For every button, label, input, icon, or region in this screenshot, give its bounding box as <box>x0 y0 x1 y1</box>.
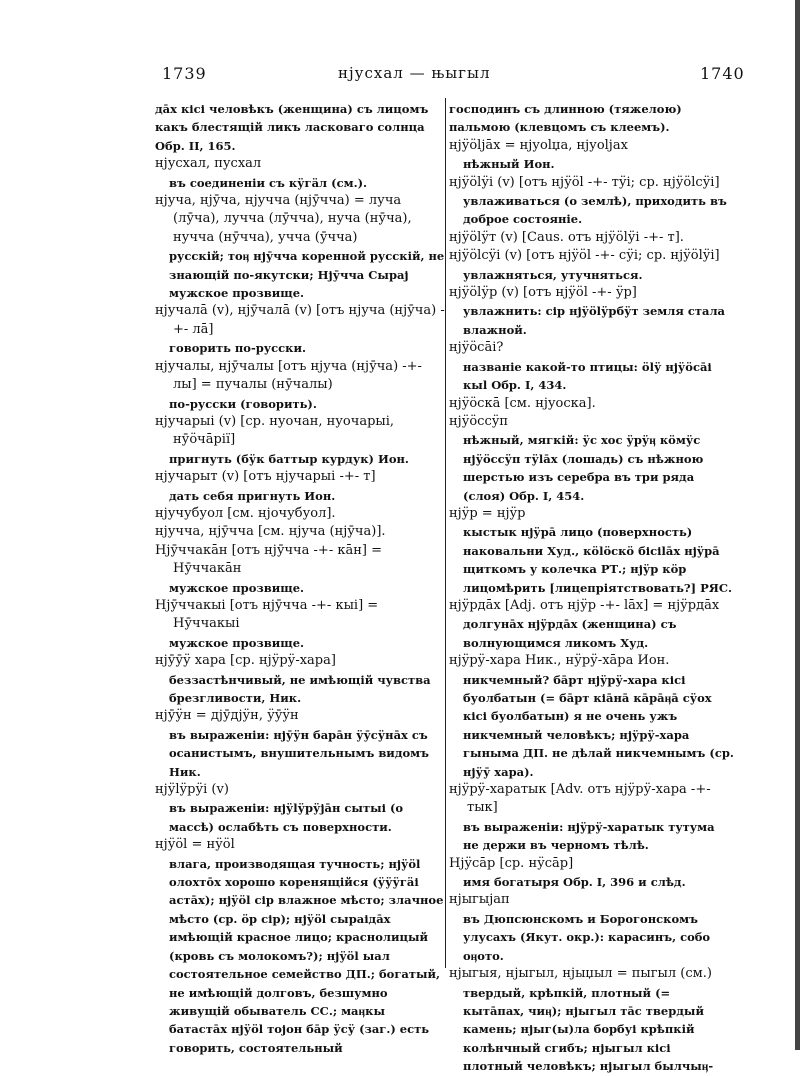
entry-headword: нјӱӧlӱт (v) [Caus. отъ нјӱӧlӱі -+- т]. <box>449 229 684 245</box>
entry-headword: нјӱlӱрӱі (v) <box>155 782 229 798</box>
entry-definition: въ выраженiи: нјӱрӱ-харатык тутума не держи въ черномъ тѣлѣ. <box>463 819 715 853</box>
entry-headword: нјучалы, нјӯчалы [отъ нјуча (нјӯча) -+- лы] = пучалы (нӯчалы) <box>155 358 422 393</box>
entry-definition: русскiй; тоӊ нјӯчча коренной русскiй, не знающiй по-якутски; Нјӯчча Сырај мужское прозвище. <box>169 249 445 301</box>
entry-definition: говорить по-русски. <box>169 341 306 356</box>
entry-headword: нјӱӧlсӱі (v) [отъ нјӱӧl -+- сӱі; ср. нјӱӧlӱі] <box>449 248 720 264</box>
entry-headword: нјучалā (v), нјӯчалā (v) [отъ нјуча (нјӯча) -+- лā] <box>155 303 445 337</box>
entry-headword: нјӱӧскā [см. нјуоска]. <box>449 395 596 411</box>
entry-headword: нјучубуол [см. нјочубуол]. <box>155 505 336 521</box>
entry-definition: нѣжный Ион. <box>463 157 555 172</box>
entry-definition: въ выраженiи: нјӱlӱрӱјāн сытыі (о массѣ) ослабѣть съ поверхности. <box>169 801 404 834</box>
entry-headword: нјӯӱн = дјӯдјӱн, ӱӯӱн <box>155 708 299 724</box>
entry-definition: въ соединенiи съ кӱгӓл (см.). <box>169 175 368 190</box>
entry-headword: нјӯӯӱ хара [ср. нјӱрӱ-хара] <box>155 653 336 669</box>
entry-definition: долгунāх нјӱрдāх (женщина) съ волнующимся ликомъ Худ. <box>463 617 677 650</box>
entry-headword: нјусхал, пусхал <box>155 156 262 172</box>
right-column <box>449 100 734 1074</box>
entry-definition: твердый, крѣпкiй, плотный (= кытāпах, чиӊ); нјыгыл тāс твердый камень; нјыг(ы)ла борбуі крѣпкiй колѣнчный сгибъ; нјыгыл кісі плотный человѣкъ; нјыгыл былчыӊ- <box>463 985 714 1074</box>
entry-headword: нјыгыя, нјыгыл, нјыџыл = пыгыл (см.) <box>449 966 712 982</box>
entry-definition: беззастѣнчивый, не имѣющiй чувства брезгливости, Ник. <box>169 672 431 705</box>
entry-definition: дāх кісі человѣкъ (женщина) съ лицомъ какъ блестящiй ликъ ласковаго солнца Обр. II, 165. <box>155 102 429 153</box>
entry-headword: нјучарыі (v) [ср. нуочан, нуочарыі, нӯӧчāрії] <box>155 413 395 448</box>
entry-headword: нјӱрӱ-хара Ник., нӱрӱ-хāра Ион. <box>449 653 670 669</box>
entry-headword: нјӱр = нјӱр <box>449 505 526 521</box>
page-number-left: 1739 <box>162 64 207 83</box>
entry-definition: имя богатыря Обр. I, 396 и слѣд. <box>463 875 686 890</box>
entry-headword: нјӱӧl = нӱӧl <box>155 837 235 853</box>
entry-definition: господинъ съ длинною (тяжелою) пальмою (клевцомъ съ клеемъ). <box>449 102 682 135</box>
entry-definition: нѣжный, мягкiй: ӱс хос ӱрӱӊ кӧмӱс нјӱӧссӱп тӱlāх (лошадь) съ нѣжною шерстью изъ серебра въ три ряда (слоя) Обр. I, 454. <box>463 433 704 503</box>
entry-definition: увлажняться, утучняться. <box>463 267 643 282</box>
column-divider <box>445 98 446 968</box>
entry-definition: кыстык нјӱрā лицо (поверхность) наковальни Худ., кӧlӧскӧ бісіlāх нјӱрā щиткомъ у колечка РТ.; нјӱр кӧр лицомѣрить [лицепрiятствовать?] РЯС. <box>463 525 733 595</box>
entry-headword: нјучча, нјӯчча [см. нјуча (нјӯча)]. <box>155 524 386 540</box>
entry-definition: никчемный? бāрт нјӱрӱ-хара кісі буолбатын (= бāрт кіāнā кāрāӊā сӱох кісі буолбатын) я не очень ужъ никчемный человѣкъ; нјӱрӱ-хара гыныма ДП. не дѣлай никчемнымъ (ср. нјӱӯ хара). <box>463 672 734 779</box>
entry-definition: мужское прозвище. <box>169 580 305 595</box>
entry-headword: Нјӯччакыі [отъ нјӯчча -+- кыі] = Нӯччакыі <box>155 597 379 632</box>
entry-headword: Нјӱсāр [ср. нӱсāр] <box>449 855 574 871</box>
entry-headword: нјӱӧlӱр (v) [отъ нјӱӧl -+- ӱр] <box>449 285 637 301</box>
entry-headword: нјыгыјап <box>449 892 510 908</box>
entry-headword: нјӱрӱ-харатык [Adv. отъ нјӱрӱ-хара -+- тык] <box>449 782 711 816</box>
entry-definition: названiе какой-то птицы: ӧlӱ нјӱӧсāі кыl Обр. I, 434. <box>463 359 712 393</box>
entry-definition: въ выраженiи: нјӯӱн барāн ӱӯсӱнāх съ осанистымъ, внушительнымъ видомъ Ник. <box>169 727 429 779</box>
entry-headword: нјуча, нјӯча, нјучча (нјӯчча) = луча (лӯча), луччa (лӯчча), нуча (нӯча), нучча (нӯчча), учча (ӯчча) <box>155 193 412 245</box>
scan-edge <box>795 0 800 1050</box>
entry-headword: нјӱӧссӱп <box>449 413 509 429</box>
entry-definition: увлажнить: сір нјӱӧlӱрбӱт земля стала влажной. <box>463 304 726 337</box>
entry-headword: нјӱрдāх [Adj. отъ нјӱр -+- lāх] = нјӱрдāх <box>449 597 720 613</box>
entry-headword: нјӱӧlјāх = нјуоlџа, нјуоlјах <box>449 137 628 153</box>
running-title: нјусхал — њыгыл <box>338 64 491 82</box>
entry-definition: по-русски (говорить). <box>169 396 317 411</box>
page-header <box>0 64 800 88</box>
entry-headword: нјӱӧlӱі (v) [отъ нјӱӧl -+- тӱі; ср. нјӱӧlсӱі] <box>449 174 720 190</box>
entry-definition: пригнуть (бӱк баттыр курдук) Ион. <box>169 451 409 466</box>
entry-headword: нјӱӧсāі? <box>449 340 504 356</box>
entry-definition: увлаживаться (о землѣ), приходить въ доброе состоянiе. <box>463 194 727 227</box>
entry-definition: влага, производящая тучность; нјӱӧl олохтōх хорошо коренящiйся (ӱӱӱгӓі астāх); нјӱӧl сір влажное мѣсто; злачное мѣсто (ср. ӧр сір); нјӱӧl сыраідāх имѣющiй красное лицо; краснолицый (кровь съ молокомъ?); нјӱӧl ыал состоятельное семейство ДП.; богатый, не имѣющiй долговъ, безшумно живущiй обыватель СС.; маӊкы батастāх нјӱӧl тојон бāр ӱсӱ (заг.) есть говорить, состоятельный <box>169 856 444 1055</box>
page-number-right: 1740 <box>700 64 745 83</box>
entry-definition: въ Дюпсюнскомъ и Борогонскомъ улусахъ (Якут. окр.): карасинъ, собо оӊото. <box>463 911 711 963</box>
entry-definition: мужское прозвище. <box>169 635 305 650</box>
entry-headword: Нјӯччакāн [отъ нјӯчча -+- кāн] = Нӯччакāн <box>155 542 382 577</box>
entry-headword: нјучарыт (v) [отъ нјучарыі -+- т] <box>155 469 376 485</box>
left-column <box>155 100 445 1055</box>
entry-definition: дать себя пригнуть Ион. <box>169 488 336 503</box>
